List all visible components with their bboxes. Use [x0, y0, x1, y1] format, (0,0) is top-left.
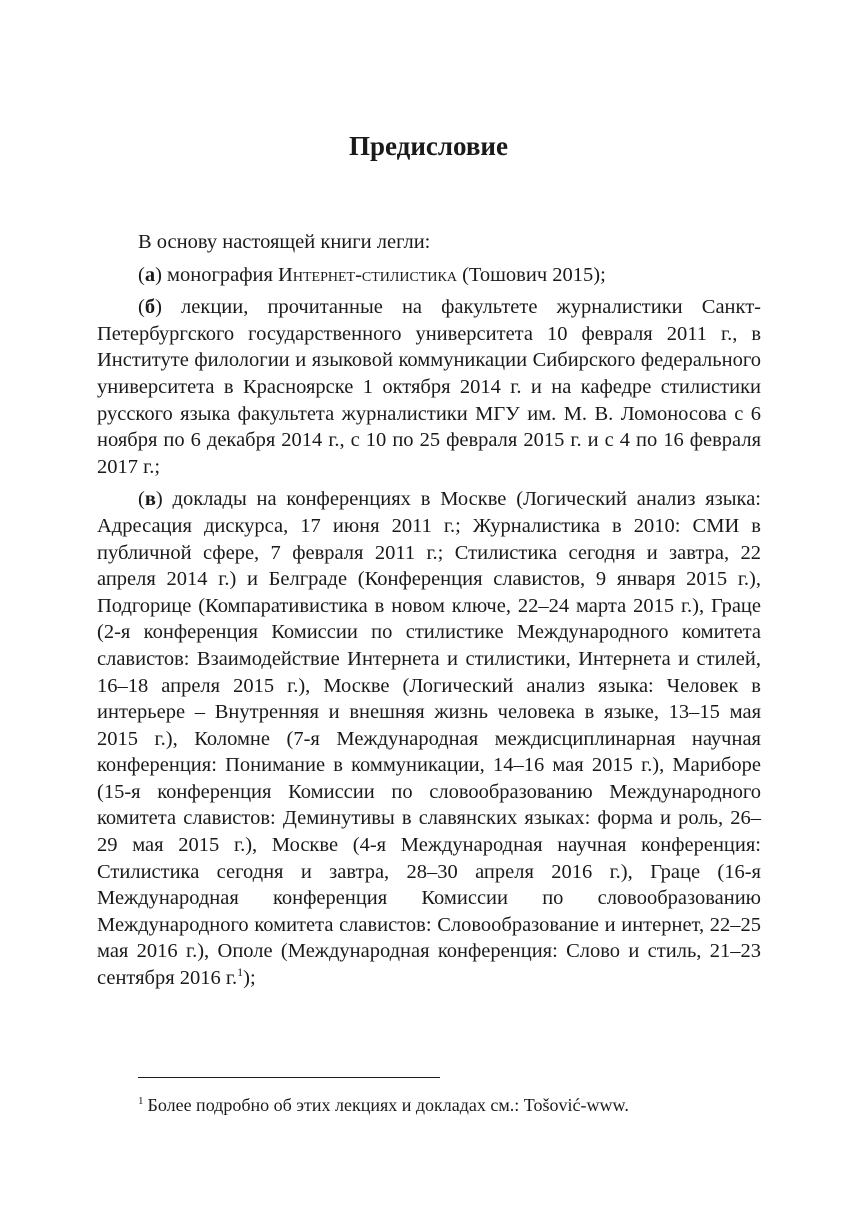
intro-paragraph — [97, 229, 761, 256]
footnote-reference[interactable]: 1 — [237, 965, 244, 980]
item-a-paragraph — [97, 262, 761, 289]
intro-text: В основу настоящей книги легли: — [138, 231, 431, 253]
item-c-marker: (в) — [138, 488, 163, 511]
item-b-text: лекции, прочитанные на факультете журналистики Санкт-Петербургского государственного университета 10 февраля 2011 г., в Институте филологии и языковой коммуникации Сибирского федерального университета в Красноярске 1 октября 2014 г. и на кафедре стилистики русского языка факультета журналистики МГУ им. М. В. Ломоносова с 6 ноября по 6 декабря 2014 г., с 10 по 25 февраля 2015 г. и с 4 по 16 февраля 2017 г.; — [97, 296, 761, 478]
footnote — [138, 1093, 778, 1117]
item-b-paragraph — [97, 294, 761, 480]
item-a-book-title: Интернет-стилистика — [278, 263, 457, 286]
item-a-marker: (а) — [138, 263, 162, 286]
footnote-divider — [138, 1077, 440, 1078]
item-a-text-post: (Тошович 2015); — [456, 263, 606, 286]
footnote-number: 1 — [138, 1095, 144, 1107]
item-a-text-pre: монография — [161, 263, 279, 286]
footnote-text: Более подробно об этих лекциях и докладах см.: Tošović-www. — [147, 1095, 629, 1115]
item-c-paragraph — [97, 486, 761, 991]
item-c-text-after: ); — [243, 967, 256, 990]
item-b-marker: (б) — [138, 296, 162, 319]
item-c-text: доклады на конференциях в Москве (Логический анализ языка: Адресация дискурса, 17 июня 2011 г.; Журналистика в 2010: СМИ в публичной сфере, 7 февраля 2011 г.; Стилистика сегодня и завтра, 22 апреля 2014 г.) и Белграде (Конференция славистов, 9 января 2015 г.), Подгорице (Компаративистика в новом ключе, 22–24 марта 2015 г.), Граце (2-я конференция Комиссии по стилистике Международного комитета славистов: Взаимодействие Интернета и стилистики, Интернета и стилей, 16–18 апреля 2015 г.), Москве (Логический анализ языка: Человек в интерьере – Внутренняя и внешняя жизнь человека в языке, 13–15 мая 2015 г.), Коломне (7-я Международная междисциплинарная научная конференция: Понимание в коммуникации, 14–16 мая 2015 г.), Мариборе (15-я конференция Комиссии по словообразованию Международного комитета славистов: Деминутивы в славянских языках: форма и роль, 26–29 мая 2015 г.), Москве (4-я Международная научная конференция: Стилистика сегодня и завтра, 28–30 апреля 2016 г.), Граце (16-я Международная конференция Комиссии по словообразованию Международного комитета славистов: Словообразование и интернет, 22–25 мая 2016 г.), Ополе (Международная конференция: Слово и стиль, 21–23 сентября 2016 г. — [97, 488, 761, 990]
body-text — [97, 229, 761, 998]
page-title: Предисловие — [349, 131, 508, 161]
